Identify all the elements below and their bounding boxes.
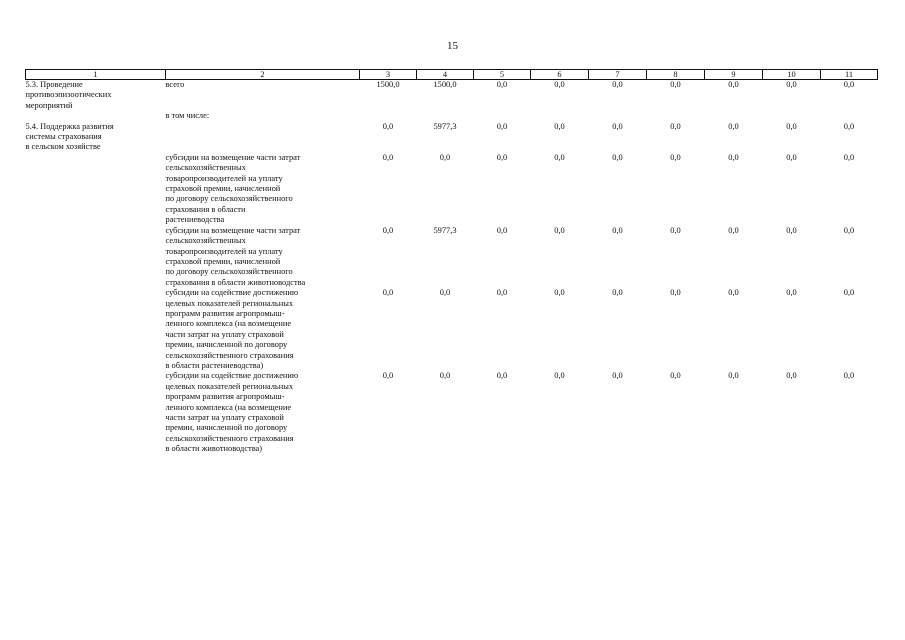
cell-text-line: по договору сельскохозяйственного [165, 194, 293, 204]
value-cell [531, 111, 589, 121]
value-cell: 1500,0 [376, 80, 400, 89]
col-header: 1 [26, 70, 166, 80]
value-cell: 0,0 [786, 152, 797, 162]
cell-text-line: программ развития агропромыш- [165, 308, 285, 318]
cell-text-line: 5.3. Проведение [25, 80, 83, 89]
cell-text-line: субсидии на возмещение части затрат [165, 225, 301, 235]
cell-text-line: страхования в области [165, 204, 246, 214]
value-cell: 0,0 [728, 225, 739, 235]
header-row [26, 70, 878, 80]
cell-text-line: части затрат на уплату страховой [165, 329, 284, 339]
col-header: 9 [705, 70, 763, 80]
cell-text-line: программ развития агропромыш- [165, 392, 285, 402]
table-row [26, 111, 878, 121]
cell-text-line: страховой премии, начисленной [165, 256, 281, 266]
value-cell [360, 111, 417, 121]
value-cell: 0,0 [554, 121, 565, 131]
value-cell: 0,0 [382, 121, 394, 131]
value-cell: 5977,3 [433, 225, 457, 235]
row-description-cell [166, 122, 360, 153]
value-cell: 0,0 [496, 288, 508, 298]
cell-text-line: растениеводства [165, 215, 225, 225]
value-cell: 0,0 [670, 371, 681, 381]
value-cell: 0,0 [728, 371, 739, 381]
value-cell: 0,0 [554, 152, 565, 162]
value-cell: 0,0 [843, 288, 855, 298]
col-header: 3 [360, 70, 417, 80]
row-description-cell [166, 371, 360, 454]
value-cell [705, 111, 763, 121]
cell-text-line: в области животноводства) [165, 444, 263, 454]
cell-text-line: противоэпизоотических [25, 90, 112, 100]
value-cell: 0,0 [786, 121, 797, 131]
cell-text-line: товаропроизводителей на уплату [165, 246, 283, 256]
value-cell: 0,0 [496, 121, 508, 131]
table-body [26, 80, 878, 455]
value-cell: 0,0 [382, 371, 394, 381]
cell-text-line: субсидии на содействие достижению [165, 371, 299, 381]
value-cell: 0,0 [670, 121, 681, 131]
table-row [26, 153, 878, 226]
cell-text-line: всего [165, 80, 185, 89]
row-section-cell [26, 122, 166, 153]
cell-text-line: части затрат на уплату страховой [165, 413, 284, 422]
value-cell: 0,0 [439, 152, 451, 162]
table-row [26, 226, 878, 288]
cell-text-line: мероприятий [25, 100, 73, 110]
value-cell: 0,0 [786, 371, 797, 381]
cell-text-line: целевых показателей региональных [165, 381, 294, 391]
value-cell [417, 111, 474, 121]
cell-text-line: 5.4. Поддержка развития [25, 121, 114, 131]
table-row [26, 80, 878, 112]
value-cell: 0,0 [554, 80, 565, 89]
cell-text-line: целевых показателей региональных [165, 298, 294, 308]
row-section-cell [26, 371, 166, 454]
cell-text-line: в том числе: [165, 111, 210, 121]
value-cell: 0,0 [786, 288, 797, 298]
col-header: 8 [647, 70, 705, 80]
row-description-cell [166, 153, 360, 226]
row-section-cell [26, 111, 166, 121]
value-cell: 0,0 [843, 225, 855, 235]
cell-text-line: субсидии на возмещение части затрат [165, 152, 301, 162]
value-cell: 0,0 [496, 225, 508, 235]
value-cell [589, 111, 647, 121]
value-cell: 1500,0 [433, 80, 457, 89]
value-cell: 0,0 [382, 225, 394, 235]
cell-text-line: системы страхования [25, 132, 102, 142]
col-header: 11 [821, 70, 878, 80]
value-cell: 5977,3 [433, 121, 457, 131]
cell-text-line: сельскохозяйственных [165, 163, 246, 173]
value-cell: 0,0 [612, 225, 623, 235]
row-section-cell [26, 288, 166, 371]
value-cell: 0,0 [554, 225, 565, 235]
value-cell: 0,0 [843, 80, 855, 89]
cell-text-line: товаропроизводителей на уплату [165, 173, 283, 183]
value-cell: 0,0 [612, 371, 623, 381]
row-section-cell [26, 153, 166, 226]
value-cell: 0,0 [382, 152, 394, 162]
cell-text-line: субсидии на содействие достижению [165, 288, 299, 298]
cell-text-line: ленного комплекса (на возмещение [165, 402, 292, 412]
cell-text-line: страхования в области животноводства [165, 277, 306, 287]
table-row [26, 371, 878, 454]
value-cell: 0,0 [670, 80, 681, 89]
cell-text-line: премии, начисленной по договору [165, 340, 288, 350]
col-header: 10 [763, 70, 821, 80]
cell-text-line: сельскохозяйственных [165, 236, 246, 246]
cell-text-line: сельскохозяйственного страхования [165, 350, 294, 360]
col-header: 2 [166, 70, 360, 80]
value-cell: 0,0 [728, 80, 739, 89]
value-cell: 0,0 [786, 80, 797, 89]
cell-text-line: ленного комплекса (на возмещение [165, 319, 292, 329]
value-cell: 0,0 [612, 80, 623, 89]
col-header: 4 [417, 70, 474, 80]
value-cell: 0,0 [612, 152, 623, 162]
value-cell: 0,0 [612, 121, 623, 131]
value-cell: 0,0 [786, 225, 797, 235]
cell-text-line: страховой премии, начисленной [165, 184, 281, 194]
cell-text-line: в области растениеводства) [165, 360, 264, 370]
budget-table [25, 69, 878, 455]
value-cell: 0,0 [439, 288, 451, 298]
value-cell [821, 111, 878, 121]
value-cell: 0,0 [728, 152, 739, 162]
value-cell: 0,0 [728, 121, 739, 131]
value-cell: 0,0 [670, 288, 681, 298]
cell-text-line: по договору сельскохозяйственного [165, 267, 293, 277]
row-description-cell [166, 288, 360, 371]
value-cell: 0,0 [843, 121, 855, 131]
value-cell: 0,0 [554, 371, 565, 381]
page-number: 15 [447, 40, 458, 52]
value-cell [474, 111, 531, 121]
col-header: 6 [531, 70, 589, 80]
cell-text-line: в сельском хозяйстве [25, 142, 101, 152]
table-row [26, 288, 878, 371]
cell-text-line: сельскохозяйственного страхования [165, 433, 294, 443]
value-cell: 0,0 [496, 371, 508, 381]
col-header: 7 [589, 70, 647, 80]
value-cell [763, 111, 821, 121]
value-cell [647, 111, 705, 121]
value-cell: 0,0 [843, 152, 855, 162]
value-cell: 0,0 [843, 371, 855, 381]
col-header: 5 [474, 70, 531, 80]
value-cell: 0,0 [670, 152, 681, 162]
value-cell: 0,0 [382, 288, 394, 298]
table-row [26, 122, 878, 153]
value-cell: 0,0 [496, 80, 508, 89]
row-section-cell [26, 80, 166, 112]
value-cell: 0,0 [496, 152, 508, 162]
row-description-cell [166, 226, 360, 288]
row-description-cell [166, 111, 360, 121]
value-cell: 0,0 [728, 288, 739, 298]
value-cell: 0,0 [439, 371, 451, 381]
value-cell: 0,0 [670, 225, 681, 235]
value-cell: 0,0 [554, 288, 565, 298]
row-description-cell [166, 80, 360, 112]
cell-text-line: премии, начисленной по договору [165, 423, 288, 433]
value-cell: 0,0 [612, 288, 623, 298]
row-section-cell [26, 226, 166, 288]
